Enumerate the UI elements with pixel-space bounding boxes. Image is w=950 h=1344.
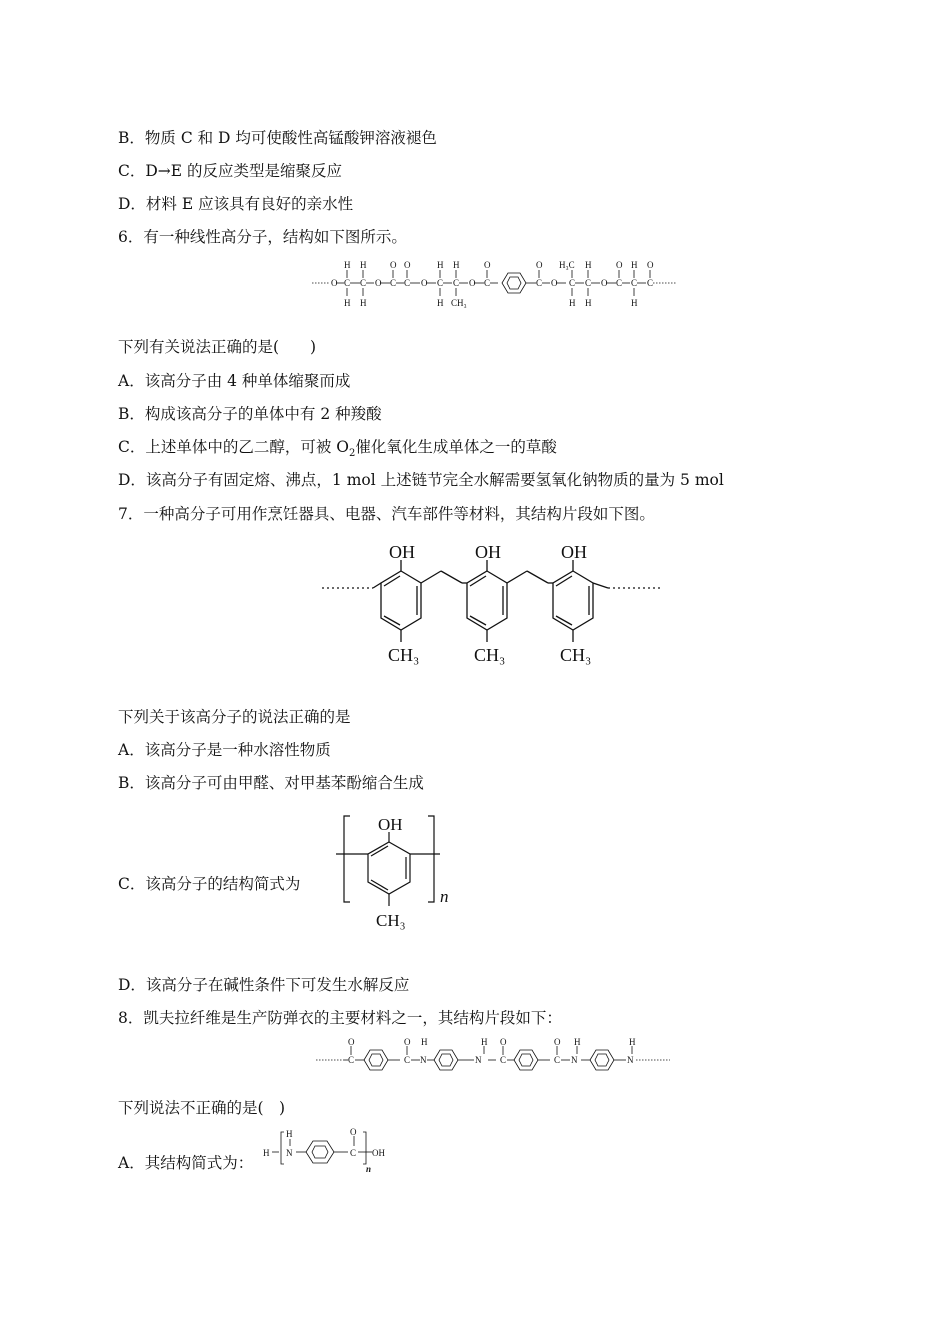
svg-text:H: H bbox=[360, 298, 367, 308]
svg-text:C: C bbox=[390, 278, 397, 288]
svg-text:H: H bbox=[437, 298, 444, 308]
svg-text:O: O bbox=[375, 278, 382, 288]
svg-text:H: H bbox=[360, 260, 367, 270]
svg-text:O: O bbox=[484, 260, 491, 270]
svg-text:H: H bbox=[574, 1037, 581, 1047]
q7-option-a: A．该高分子是一种水溶性物质 bbox=[118, 741, 331, 759]
q8-option-a: A．其结构简式为： bbox=[118, 1154, 254, 1172]
q7-option-b: B．该高分子可由甲醛、对甲基苯酚缩合生成 bbox=[118, 774, 424, 792]
ch3-label: CH₃ bbox=[451, 298, 467, 308]
svg-text:C: C bbox=[404, 1055, 411, 1065]
q7-stem: 7．一种高分子可用作烹饪器具、电器、汽车部件等材料，其结构片段如下图。 bbox=[118, 505, 655, 523]
svg-text:O: O bbox=[404, 1037, 411, 1047]
svg-text:C: C bbox=[404, 278, 411, 288]
ch3-label: CH₃ bbox=[560, 645, 592, 665]
svg-text:N: N bbox=[571, 1055, 578, 1065]
svg-text:O: O bbox=[350, 1127, 357, 1137]
svg-text:H: H bbox=[585, 298, 592, 308]
q7-option-c: C．该高分子的结构简式为 bbox=[118, 875, 301, 893]
svg-text:C: C bbox=[350, 1148, 357, 1158]
svg-text:C: C bbox=[360, 278, 367, 288]
ch3-label: CH₃ bbox=[388, 645, 420, 665]
svg-text:C: C bbox=[348, 1055, 355, 1065]
svg-text:C: C bbox=[616, 278, 623, 288]
subscript-n: n bbox=[440, 887, 449, 906]
svg-text:O: O bbox=[469, 278, 476, 288]
svg-text:H: H bbox=[631, 260, 638, 270]
ch3-label: CH₃ bbox=[474, 645, 506, 665]
h-label: H bbox=[263, 1148, 270, 1158]
svg-text:H: H bbox=[629, 1037, 636, 1047]
q6-question: 下列有关说法正确的是( ) bbox=[118, 338, 317, 356]
q7-question: 下列关于该高分子的说法正确的是 bbox=[118, 708, 351, 726]
svg-text:O: O bbox=[500, 1037, 507, 1047]
svg-text:C: C bbox=[344, 278, 351, 288]
ch3-label: CH₃ bbox=[376, 911, 406, 930]
q6-option-b: B．构成该高分子的单体中有 2 种羧酸 bbox=[118, 405, 382, 423]
h3c-label: H₃C bbox=[559, 260, 575, 270]
svg-text:N: N bbox=[420, 1055, 427, 1065]
svg-text:C: C bbox=[647, 278, 654, 288]
svg-text:C: C bbox=[453, 278, 460, 288]
svg-text:O: O bbox=[554, 1037, 561, 1047]
svg-text:O: O bbox=[421, 278, 428, 288]
q6-polymer-structure-figure bbox=[310, 256, 680, 312]
svg-text:N: N bbox=[286, 1148, 293, 1158]
q6-option-d: D．该高分子有固定熔、沸点，1 mol 上述链节完全水解需要氢氧化钠物质的量为 5 mol bbox=[118, 471, 724, 489]
svg-text:C: C bbox=[437, 278, 444, 288]
svg-text:H: H bbox=[421, 1037, 428, 1047]
svg-text:C: C bbox=[569, 278, 576, 288]
q5-option-c: C．D→E 的反应类型是缩聚反应 bbox=[118, 162, 343, 180]
oh-label: OH bbox=[378, 815, 403, 834]
q5-option-d: D．材料 E 应该具有良好的亲水性 bbox=[118, 195, 354, 213]
svg-text:H: H bbox=[344, 298, 351, 308]
svg-text:O: O bbox=[404, 260, 411, 270]
svg-text:N: N bbox=[475, 1055, 482, 1065]
q8-kevlar-fragment-figure bbox=[314, 1036, 674, 1076]
svg-text:O: O bbox=[331, 278, 338, 288]
q7-option-c-structure bbox=[330, 810, 460, 940]
q6-stem: 6．有一种线性高分子，结构如下图所示。 bbox=[118, 228, 407, 246]
oh-label: OH bbox=[372, 1148, 385, 1158]
svg-text:H: H bbox=[569, 298, 576, 308]
oh-label: OH bbox=[389, 542, 415, 562]
oh-label: OH bbox=[475, 542, 501, 562]
svg-text:C: C bbox=[484, 278, 491, 288]
svg-text:O: O bbox=[616, 260, 623, 270]
svg-text:H: H bbox=[453, 260, 460, 270]
subscript-n: n bbox=[366, 1164, 372, 1172]
svg-text:C: C bbox=[554, 1055, 561, 1065]
q8-question: 下列说法不正确的是( ) bbox=[118, 1099, 286, 1117]
svg-text:H: H bbox=[437, 260, 444, 270]
svg-text:C: C bbox=[585, 278, 592, 288]
svg-text:N: N bbox=[627, 1055, 634, 1065]
svg-text:H: H bbox=[286, 1129, 293, 1139]
svg-text:H: H bbox=[585, 260, 592, 270]
oh-label: OH bbox=[561, 542, 587, 562]
svg-text:O: O bbox=[348, 1037, 355, 1047]
svg-text:O: O bbox=[601, 278, 608, 288]
svg-text:O: O bbox=[390, 260, 397, 270]
svg-text:O: O bbox=[536, 260, 543, 270]
q7-polymer-fragment-figure bbox=[318, 538, 663, 678]
svg-text:C: C bbox=[631, 278, 638, 288]
svg-text:C: C bbox=[536, 278, 543, 288]
svg-text:H: H bbox=[631, 298, 638, 308]
q6-option-a: A．该高分子由 4 种单体缩聚而成 bbox=[118, 372, 351, 390]
svg-text:C: C bbox=[500, 1055, 507, 1065]
q8-stem: 8．凯夫拉纤维是生产防弹衣的主要材料之一，其结构片段如下： bbox=[118, 1009, 562, 1027]
q5-option-b: B．物质 C 和 D 均可使酸性高锰酸钾溶液褪色 bbox=[118, 129, 437, 147]
q6-option-c: C．上述单体中的乙二醇，可被 $O_2$催化氧化生成单体之一的草酸 bbox=[118, 438, 557, 460]
q7-option-d: D．该高分子在碱性条件下可发生水解反应 bbox=[118, 976, 410, 994]
q8-option-a-structure bbox=[262, 1124, 402, 1172]
svg-text:O: O bbox=[551, 278, 558, 288]
svg-text:O: O bbox=[647, 260, 654, 270]
svg-text:H: H bbox=[344, 260, 351, 270]
svg-text:H: H bbox=[481, 1037, 488, 1047]
